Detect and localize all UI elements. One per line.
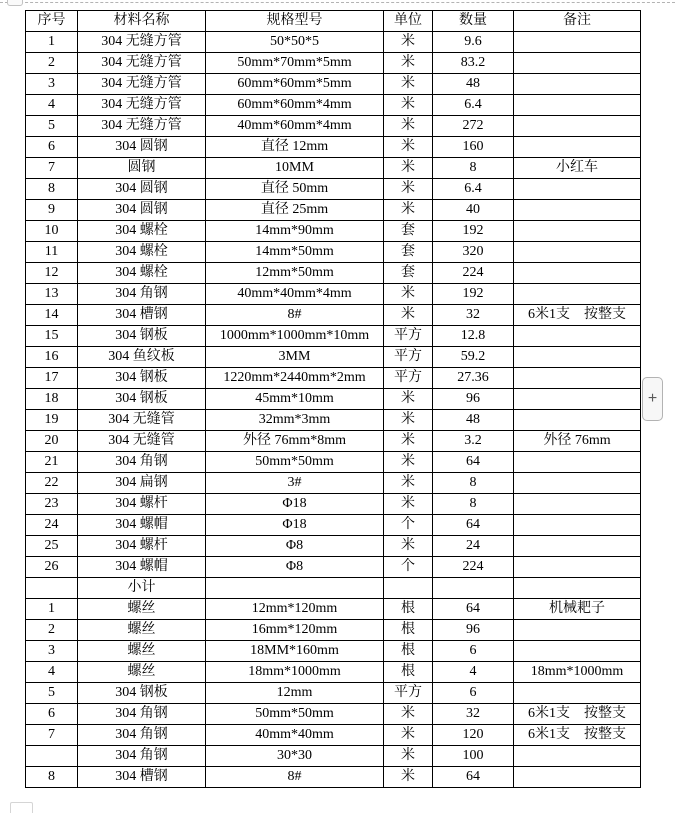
table-cell[interactable]: 304 螺栓 [78,263,206,284]
table-cell[interactable]: 304 无缝管 [78,431,206,452]
table-cell[interactable]: 7 [26,725,78,746]
table-row [26,662,641,683]
table-cell[interactable]: 224 [433,263,514,284]
table-cell[interactable]: 3 [26,74,78,95]
table-cell[interactable]: 6 [433,641,514,662]
table-cell[interactable]: 米 [384,494,433,515]
bottom-left-fragment [10,802,33,813]
table-cell[interactable]: 13 [26,284,78,305]
table-cell[interactable]: 9 [26,200,78,221]
table-cell[interactable]: 1220mm*2440mm*2mm [206,368,384,389]
table-cell[interactable] [514,284,641,305]
table-cell[interactable]: 64 [433,767,514,788]
table-cell[interactable]: 10MM [206,158,384,179]
table-cell[interactable]: 6.4 [433,179,514,200]
table-cell[interactable] [514,536,641,557]
table-cell[interactable]: 米 [384,767,433,788]
table-row [26,641,641,662]
table-row [26,704,641,725]
plus-icon: + [647,390,658,407]
table-cell[interactable]: Φ8 [206,557,384,578]
table-row [26,200,641,221]
table-cell[interactable]: 米 [384,410,433,431]
table-cell[interactable]: 25 [26,536,78,557]
table-cell[interactable]: 50mm*50mm [206,704,384,725]
table-cell[interactable] [514,53,641,74]
table-row [26,221,641,242]
table-cell[interactable]: 12.8 [433,326,514,347]
table-cell[interactable]: 64 [433,515,514,536]
table-cell[interactable]: 45mm*10mm [206,389,384,410]
table-cell[interactable]: 83.2 [433,53,514,74]
table-cell[interactable]: 64 [433,599,514,620]
table-cell[interactable]: 直径 25mm [206,200,384,221]
table-cell[interactable]: 米 [384,284,433,305]
table-cell[interactable]: 60mm*60mm*5mm [206,74,384,95]
table-cell[interactable]: 22 [26,473,78,494]
table-row [26,389,641,410]
table-cell[interactable] [433,578,514,599]
table-row [26,599,641,620]
table-cell[interactable]: 18mm*1000mm [514,662,641,683]
table-cell[interactable]: 304 钢板 [78,389,206,410]
table-cell[interactable]: 米 [384,452,433,473]
table-cell[interactable]: 24 [26,515,78,536]
table-cell[interactable]: 304 角钢 [78,284,206,305]
table-cell[interactable]: 8 [26,767,78,788]
table-row [26,746,641,767]
table-row [26,557,641,578]
table-cell[interactable]: 根 [384,662,433,683]
table-cell[interactable]: 米 [384,74,433,95]
table-cell[interactable]: 120 [433,725,514,746]
table-cell[interactable]: 机械耙子 [514,599,641,620]
table-row [26,305,641,326]
table-cell[interactable]: 14mm*50mm [206,242,384,263]
table-row [26,347,641,368]
column-header: 规格型号 [206,11,384,32]
table-cell[interactable]: 2 [26,620,78,641]
table-row [26,137,641,158]
table-cell[interactable]: 螺丝 [78,599,206,620]
table-cell[interactable]: 1 [26,32,78,53]
table-cell[interactable] [514,683,641,704]
table-cell[interactable]: 1 [26,599,78,620]
column-header: 数量 [433,11,514,32]
table-cell[interactable]: 3MM [206,347,384,368]
table-cell[interactable]: 圆钢 [78,158,206,179]
table-cell[interactable]: 14mm*90mm [206,221,384,242]
table-cell[interactable]: 6米1支 按整支 [514,704,641,725]
table-row [26,53,641,74]
table-cell[interactable]: 12mm [206,683,384,704]
table-cell[interactable]: 6 [433,683,514,704]
table-row [26,32,641,53]
table-cell[interactable]: 48 [433,410,514,431]
table-cell[interactable]: 平方 [384,683,433,704]
table-cell[interactable]: 304 槽钢 [78,305,206,326]
page-break-dashed-line [0,2,675,3]
table-cell[interactable] [514,242,641,263]
table-cell[interactable]: 12mm*120mm [206,599,384,620]
table-cell[interactable]: 米 [384,116,433,137]
table-cell[interactable] [514,32,641,53]
table-cell[interactable] [514,116,641,137]
table-cell[interactable]: 320 [433,242,514,263]
table-cell[interactable] [514,221,641,242]
table-cell[interactable]: 6米1支 按整支 [514,725,641,746]
table-cell[interactable] [514,179,641,200]
table-cell[interactable]: 米 [384,704,433,725]
table-cell[interactable]: 18MM*160mm [206,641,384,662]
table-cell[interactable]: 32 [433,305,514,326]
table-cell[interactable] [514,347,641,368]
table-cell[interactable]: 12 [26,263,78,284]
table-cell[interactable]: 27.36 [433,368,514,389]
table-cell[interactable]: 18mm*1000mm [206,662,384,683]
table-cell[interactable]: 米 [384,32,433,53]
table-cell[interactable]: 小红车 [514,158,641,179]
table-cell[interactable]: 224 [433,557,514,578]
table-row [26,95,641,116]
table-row [26,179,641,200]
table-cell[interactable] [514,578,641,599]
table-cell[interactable]: 304 无缝方管 [78,32,206,53]
table-cell[interactable]: 15 [26,326,78,347]
table-cell[interactable]: 304 钢板 [78,683,206,704]
table-cell[interactable]: 8 [433,158,514,179]
table-cell[interactable]: 304 无缝管 [78,410,206,431]
table-cell[interactable]: 4 [433,662,514,683]
table-cell[interactable]: 304 螺帽 [78,557,206,578]
add-button[interactable] [642,377,663,421]
table-row [26,431,641,452]
table-cell[interactable]: 外径 76mm*8mm [206,431,384,452]
table-cell[interactable]: 7 [26,158,78,179]
table-cell[interactable] [514,746,641,767]
table-cell[interactable]: 直径 50mm [206,179,384,200]
table-cell[interactable]: 直径 12mm [206,137,384,158]
table-cell[interactable]: 1000mm*1000mm*10mm [206,326,384,347]
table-cell[interactable]: 根 [384,620,433,641]
table-cell[interactable]: 304 角钢 [78,746,206,767]
table-cell[interactable] [514,137,641,158]
table-cell[interactable]: 3# [206,473,384,494]
table-cell[interactable]: 50*50*5 [206,32,384,53]
table-cell[interactable] [514,557,641,578]
table-row [26,326,641,347]
table-cell[interactable] [514,473,641,494]
table-row [26,494,641,515]
table-cell[interactable]: 米 [384,200,433,221]
table-cell[interactable]: 套 [384,242,433,263]
table-cell[interactable]: 8 [433,494,514,515]
table-cell[interactable]: 40mm*40mm*4mm [206,284,384,305]
table-row [26,116,641,137]
table-row [26,158,641,179]
table-cell[interactable]: 304 鱼纹板 [78,347,206,368]
table-cell[interactable]: Φ8 [206,536,384,557]
table-cell[interactable]: 2 [26,53,78,74]
table-cell[interactable]: 304 螺栓 [78,242,206,263]
table-cell[interactable]: 50mm*70mm*5mm [206,53,384,74]
materials-table [25,10,641,788]
table-cell[interactable]: 32 [433,704,514,725]
table-cell[interactable]: 304 扁钢 [78,473,206,494]
column-header: 序号 [26,11,78,32]
table-cell[interactable]: 304 角钢 [78,725,206,746]
table-cell[interactable]: 16mm*120mm [206,620,384,641]
table-cell[interactable]: 平方 [384,326,433,347]
table-cell[interactable]: 米 [384,305,433,326]
table-cell[interactable] [206,578,384,599]
table-cell[interactable]: 160 [433,137,514,158]
table-cell[interactable]: 米 [384,725,433,746]
table-cell[interactable]: 21 [26,452,78,473]
table-cell[interactable]: 304 螺杆 [78,536,206,557]
table-cell[interactable]: 螺丝 [78,620,206,641]
table-header-row [26,11,641,32]
table-cell[interactable]: 8 [26,179,78,200]
table-cell[interactable]: 12mm*50mm [206,263,384,284]
table-cell[interactable]: 96 [433,389,514,410]
table-cell[interactable]: 40 [433,200,514,221]
table-cell[interactable]: 平方 [384,368,433,389]
table-cell[interactable]: 23 [26,494,78,515]
table-cell[interactable]: 96 [433,620,514,641]
column-header: 备注 [514,11,641,32]
table-cell[interactable]: 小计 [78,578,206,599]
table-cell[interactable]: 6 [26,704,78,725]
table-cell[interactable]: 米 [384,158,433,179]
table-cell[interactable]: 8 [433,473,514,494]
table-cell[interactable]: 40mm*60mm*4mm [206,116,384,137]
table-row [26,515,641,536]
table-cell[interactable] [514,515,641,536]
table-row [26,620,641,641]
table-row [26,284,641,305]
column-header: 材料名称 [78,11,206,32]
table-cell[interactable]: 9.6 [433,32,514,53]
table-cell[interactable] [514,263,641,284]
table-cell[interactable]: 304 无缝方管 [78,53,206,74]
table-cell[interactable]: 米 [384,746,433,767]
table-cell[interactable] [26,746,78,767]
table-cell[interactable]: 304 钢板 [78,326,206,347]
table-cell[interactable]: 304 无缝方管 [78,95,206,116]
table-row [26,578,641,599]
table-cell[interactable]: Φ18 [206,494,384,515]
table-cell[interactable] [514,620,641,641]
table-cell[interactable]: 个 [384,557,433,578]
table-cell[interactable] [514,767,641,788]
table-cell[interactable]: 19 [26,410,78,431]
table-cell[interactable] [514,368,641,389]
table-cell[interactable]: 根 [384,599,433,620]
table-cell[interactable]: 6.4 [433,95,514,116]
table-cell[interactable]: 304 无缝方管 [78,116,206,137]
column-header: 单位 [384,11,433,32]
table-cell[interactable]: 平方 [384,347,433,368]
table-cell[interactable]: 26 [26,557,78,578]
table-row [26,452,641,473]
table-cell[interactable] [514,74,641,95]
table-row [26,74,641,95]
table-cell[interactable]: 16 [26,347,78,368]
table-cell[interactable]: 米 [384,53,433,74]
table-cell[interactable]: 192 [433,221,514,242]
table-cell[interactable]: 14 [26,305,78,326]
table-header-row [26,11,641,32]
table-cell[interactable] [514,389,641,410]
table-cell[interactable]: 套 [384,263,433,284]
table-cell[interactable]: 304 角钢 [78,452,206,473]
table-cell[interactable]: 24 [433,536,514,557]
table-cell[interactable] [514,326,641,347]
table-cell[interactable] [514,641,641,662]
table-cell[interactable]: 50mm*50mm [206,452,384,473]
table-cell[interactable]: 60mm*60mm*4mm [206,95,384,116]
table-cell[interactable] [514,410,641,431]
table-cell[interactable]: Φ18 [206,515,384,536]
table-cell[interactable]: 18 [26,389,78,410]
table-cell[interactable]: 5 [26,116,78,137]
table-cell[interactable]: 304 角钢 [78,704,206,725]
table-cell[interactable]: 3 [26,641,78,662]
table-row [26,683,641,704]
table-cell[interactable]: 32mm*3mm [206,410,384,431]
table-cell[interactable]: 5 [26,683,78,704]
table-cell[interactable]: 8# [206,305,384,326]
table-row [26,767,641,788]
table-cell[interactable]: 304 钢板 [78,368,206,389]
table-cell[interactable]: 6米1支 按整支 [514,305,641,326]
table-row [26,725,641,746]
table-cell[interactable]: 4 [26,95,78,116]
table-cell[interactable]: 根 [384,641,433,662]
table-cell[interactable]: 个 [384,515,433,536]
table-cell[interactable] [514,452,641,473]
table-cell[interactable]: 米 [384,536,433,557]
table-row [26,242,641,263]
table-corner-handle[interactable] [7,0,23,6]
table-cell[interactable]: 304 螺栓 [78,221,206,242]
table-cell[interactable]: 30*30 [206,746,384,767]
table-cell[interactable]: 272 [433,116,514,137]
table-cell[interactable]: 17 [26,368,78,389]
table-row [26,536,641,557]
table-cell[interactable]: 4 [26,662,78,683]
table-cell[interactable]: 64 [433,452,514,473]
table-cell[interactable]: 100 [433,746,514,767]
table-cell[interactable]: 米 [384,431,433,452]
table-cell[interactable]: 米 [384,389,433,410]
table-cell[interactable]: 59.2 [433,347,514,368]
table-row [26,410,641,431]
table-cell[interactable]: 304 无缝方管 [78,74,206,95]
table-cell[interactable]: 8# [206,767,384,788]
table-cell[interactable]: 套 [384,221,433,242]
table-row [26,473,641,494]
table-cell[interactable]: 6 [26,137,78,158]
table-row [26,263,641,284]
table-cell[interactable]: 3.2 [433,431,514,452]
table-cell[interactable] [514,494,641,515]
table-cell[interactable]: 11 [26,242,78,263]
table-cell[interactable]: 螺丝 [78,662,206,683]
table-row [26,368,641,389]
table-cell[interactable]: 螺丝 [78,641,206,662]
table-cell[interactable]: 304 圆钢 [78,137,206,158]
table-cell[interactable] [514,200,641,221]
table-cell[interactable]: 40mm*40mm [206,725,384,746]
table-cell[interactable]: 米 [384,95,433,116]
table-cell[interactable]: 304 槽钢 [78,767,206,788]
table-cell[interactable]: 米 [384,473,433,494]
table-cell[interactable] [384,578,433,599]
table-cell[interactable]: 米 [384,137,433,158]
table-cell[interactable]: 304 圆钢 [78,200,206,221]
table-cell[interactable]: 192 [433,284,514,305]
table-cell[interactable]: 10 [26,221,78,242]
table-cell[interactable] [514,95,641,116]
table-cell[interactable]: 米 [384,179,433,200]
table-cell[interactable]: 304 螺帽 [78,515,206,536]
table-cell[interactable]: 304 螺杆 [78,494,206,515]
table-cell[interactable]: 48 [433,74,514,95]
table-cell[interactable] [26,578,78,599]
table-cell[interactable]: 外径 76mm [514,431,641,452]
table-cell[interactable]: 20 [26,431,78,452]
table-cell[interactable]: 304 圆钢 [78,179,206,200]
